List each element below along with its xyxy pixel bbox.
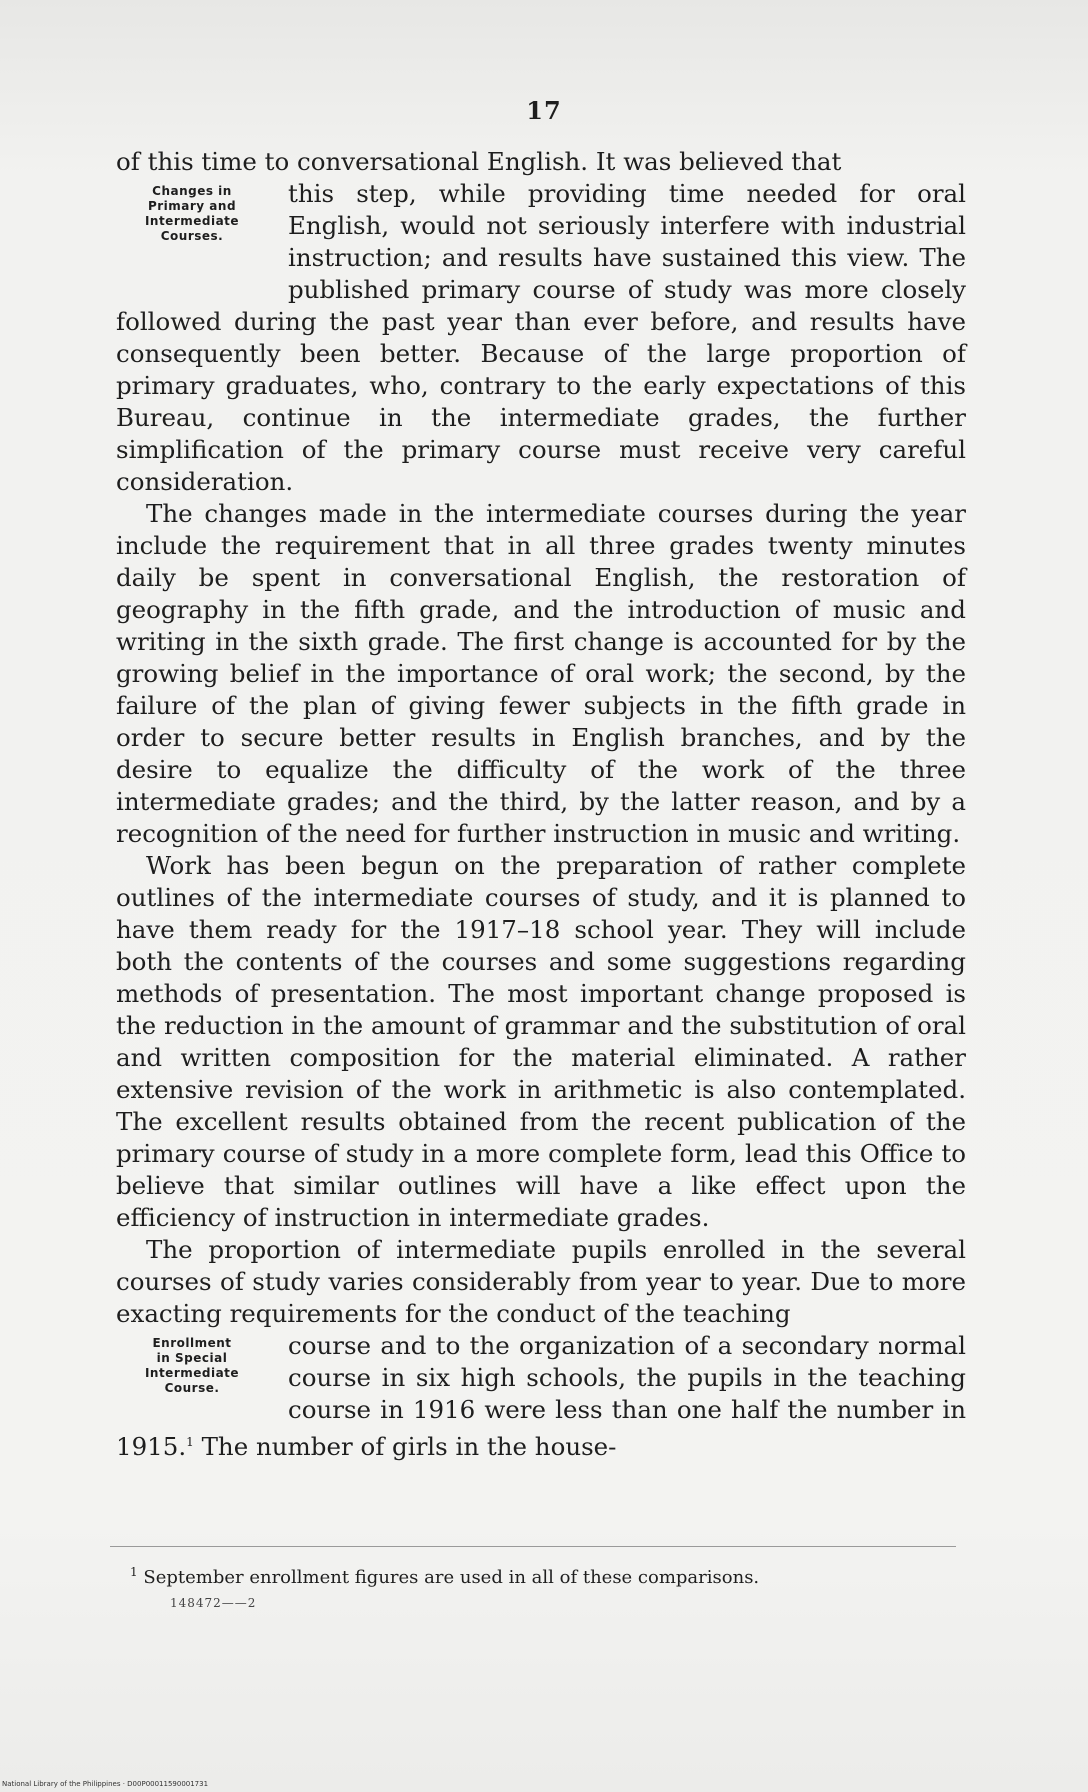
paragraph-4-tail: The number of girls in the house- (193, 1432, 617, 1462)
margin-note-enrollment (108, 1336, 276, 1422)
margin-note-changes (108, 184, 276, 296)
paragraph-3: Work has been begun on the preparation of rather complete outlines of the intermediate courses of study, and it is planned to have them ready for the 1917–18 school year. They will include both the contents of the courses and some suggestions regarding methods of presentation. The most important change proposed is the reduction in the amount of grammar and the substitution of oral and written composition for the material eliminated. A rather extensive revision of the work in arithmetic is also contemplated. The excellent results obtained from the recent publication of the primary course of study in a more complete form, lead this Office to believe that similar outlines will have a like effect upon the efficiency of instruction in intermediate grades. (116, 851, 966, 1232)
margin-note-line: Primary and (147, 199, 237, 213)
margin-note-line: Changes in (152, 184, 232, 198)
footnote-text: September enrollment figures are used in all of these comparisons. (143, 1567, 760, 1588)
margin-note-line: Courses. (160, 229, 224, 243)
footnote (130, 1560, 960, 1590)
printer-signature: 148472——2 (170, 1596, 257, 1610)
paragraph-1: this step, while providing time needed for oral English, would not seriously interfere with industrial instruction; and results have sustained this view. The published primary course of study was more closely followed during the past year than ever before, and results have consequently been better. Because of the large proportion of primary graduates, who, contrary to the early expectations of this Bureau, continue in the intermediate grades, the further simplification of the primary course must receive very careful consideration. (116, 179, 966, 496)
body-text (116, 146, 966, 1463)
paragraph-4-text: course and to the organization of a secondary normal course in six high schools, the pupils in the teaching course in 1916 were less than one half the number in 1915. (116, 1331, 966, 1462)
margin-note-line: Intermediate (144, 214, 240, 228)
margin-note-line: Course. (164, 1381, 220, 1395)
paragraph-4-lead: The proportion of intermediate pupils enrolled in the several courses of study varies considerably from year to year. Due to more exacting requirements for the conduct of the teaching (116, 1235, 966, 1328)
footnote-divider (110, 1546, 956, 1547)
archive-watermark: National Library of the Philippines · D00P00011590001731 (2, 1780, 209, 1788)
margin-note-line: Enrollment (152, 1336, 232, 1350)
paragraph-2: The changes made in the intermediate courses during the year include the requirement that in all three grades twenty minutes daily be spent in conversational English, the restoration of geography in the fifth grade, and the introduction of music and writing in the sixth grade. The first change is accounted for by the growing belief in the importance of oral work; the second, by the failure of the plan of giving fewer subjects in the fifth grade in order to secure better results in English branches, and by the desire to equalize the difficulty of the work of the three intermediate grades; and the third, by the latter reason, and by a recognition of the need for further instruction in music and writing. (116, 499, 966, 848)
margin-note-line: Intermediate (144, 1366, 240, 1380)
margin-note-line: in Special (156, 1351, 228, 1365)
footnote-mark: 1 (130, 1565, 138, 1579)
page-number: 17 (526, 96, 562, 125)
footnote-reference: 1 (186, 1435, 194, 1449)
paragraph-1-lead: of this time to conversational English. It was believed that (116, 147, 842, 176)
